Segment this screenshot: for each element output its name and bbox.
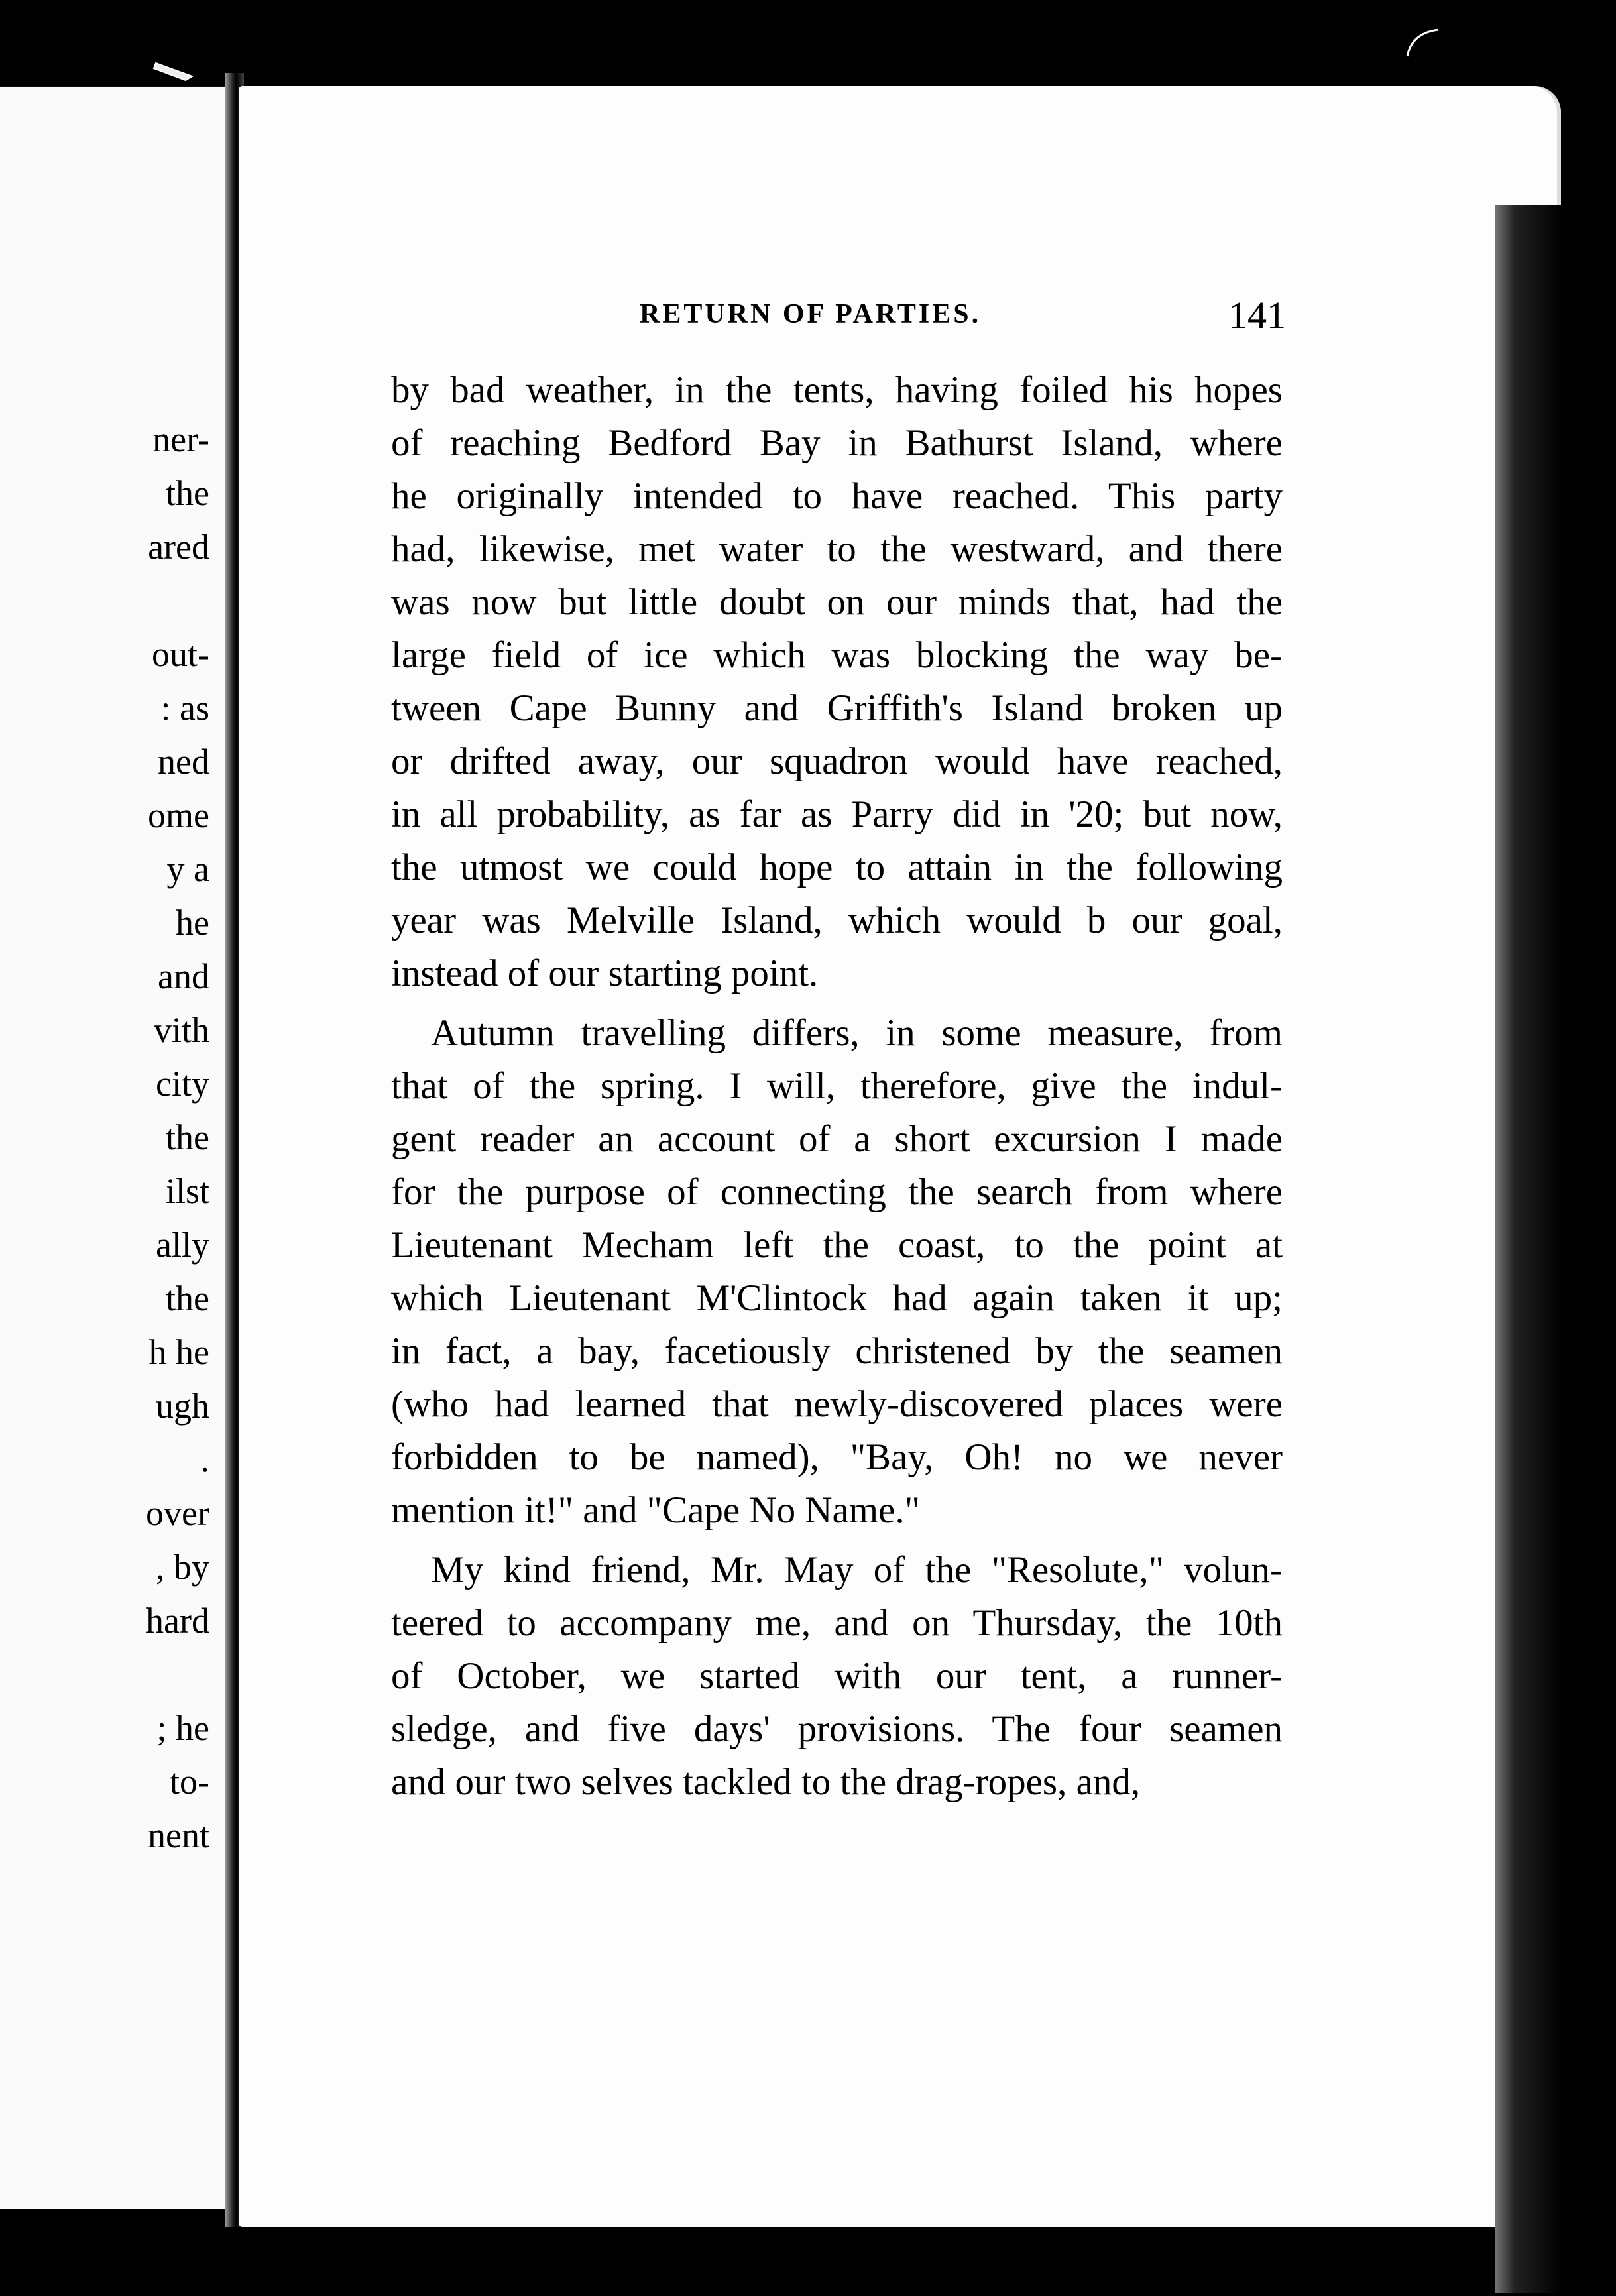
paper-clip-mark — [152, 56, 199, 83]
text-line: (who had learned that newly-discovered places were — [391, 1383, 1283, 1425]
text-line: instead of our starting point. — [391, 952, 819, 994]
left-page-fragment: and — [158, 956, 209, 996]
left-page-fragment: hard — [146, 1601, 209, 1640]
text-line: and our two selves tackled to the drag-ropes, and, — [391, 1761, 1141, 1803]
text-line: of October, we started with our tent, a runner- — [391, 1655, 1283, 1697]
left-page-fragment: ally — [156, 1225, 209, 1265]
left-page-fragment: ugh — [156, 1386, 209, 1426]
text-line: in fact, a bay, facetiously christened by the seamen — [391, 1330, 1283, 1372]
left-page-fragment: nent — [148, 1815, 209, 1855]
text-line: by bad weather, in the tents, having foiled his hopes — [391, 369, 1283, 411]
left-page-fragment: ned — [158, 742, 209, 781]
left-page-fragment: out- — [152, 634, 209, 674]
text-line: sledge, and five days' provisions. The four seamen — [391, 1708, 1283, 1750]
left-page-fragment: h he — [148, 1332, 209, 1372]
text-line: had, likewise, met water to the westward, and there — [391, 528, 1283, 570]
left-page-fragment: the — [166, 1118, 209, 1157]
page-edge-shadow — [1495, 205, 1561, 2293]
text-line: was now but little doubt on our minds that, had the — [391, 581, 1283, 623]
text-line: gent reader an account of a short excursion I made — [391, 1118, 1283, 1160]
left-page — [0, 86, 231, 2209]
left-page-fragment: , by — [156, 1547, 209, 1587]
left-page-fragment: vith — [153, 1010, 209, 1050]
left-page-fragment: city — [156, 1064, 209, 1104]
left-page-fragment: over — [146, 1493, 209, 1533]
left-page-fragment: ared — [148, 527, 209, 567]
page-number: 141 — [1228, 294, 1286, 337]
left-page-fragment: y a — [166, 849, 209, 889]
text-line: which Lieutenant M'Clintock had again taken it up; — [391, 1277, 1283, 1319]
left-page-fragment: the — [166, 473, 209, 513]
text-line: or drifted away, our squadron would have reached, — [391, 740, 1283, 782]
text-line: for the purpose of connecting the search from where — [391, 1171, 1283, 1213]
text-line: that of the spring. I will, therefore, give the indul- — [391, 1065, 1283, 1107]
text-line: teered to accompany me, and on Thursday, the 10th — [391, 1602, 1283, 1644]
text-line: large field of ice which was blocking the way be- — [391, 634, 1283, 676]
left-page-fragment: ; he — [156, 1708, 209, 1748]
running-header — [411, 294, 1286, 338]
left-page-fragment: ilst — [165, 1171, 209, 1211]
left-page-fragment: : as — [160, 688, 209, 728]
left-page-fragment: he — [176, 903, 209, 943]
left-page-fragment: to- — [170, 1762, 209, 1802]
left-page-fragment: . — [200, 1440, 209, 1479]
text-line: forbidden to be named), "Bay, Oh! no we never — [391, 1436, 1283, 1478]
text-line: My kind friend, Mr. May of the "Resolute," volun- — [431, 1549, 1283, 1591]
text-line: Lieutenant Mecham left the coast, to the point at — [391, 1224, 1283, 1266]
left-page-fragment: ner- — [152, 420, 209, 459]
text-line: Autumn travelling differs, in some measure, from — [431, 1012, 1283, 1054]
text-line: he originally intended to have reached. This party — [391, 475, 1283, 517]
text-line: the utmost we could hope to attain in the following — [391, 846, 1283, 888]
text-line: year was Melville Island, which would b our goal, — [391, 899, 1283, 941]
left-page-fragment: the — [166, 1279, 209, 1318]
text-line: mention it!" and "Cape No Name." — [391, 1489, 920, 1531]
running-title: RETURN OF PARTIES. — [640, 299, 982, 329]
pencil-mark — [1402, 27, 1442, 60]
text-line: in all probability, as far as Parry did in '20; but now, — [391, 793, 1283, 835]
left-page-fragment: ome — [148, 795, 209, 835]
text-line: of reaching Bedford Bay in Bathurst Island, where — [391, 422, 1283, 464]
text-line: tween Cape Bunny and Griffith's Island broken up — [391, 687, 1283, 729]
